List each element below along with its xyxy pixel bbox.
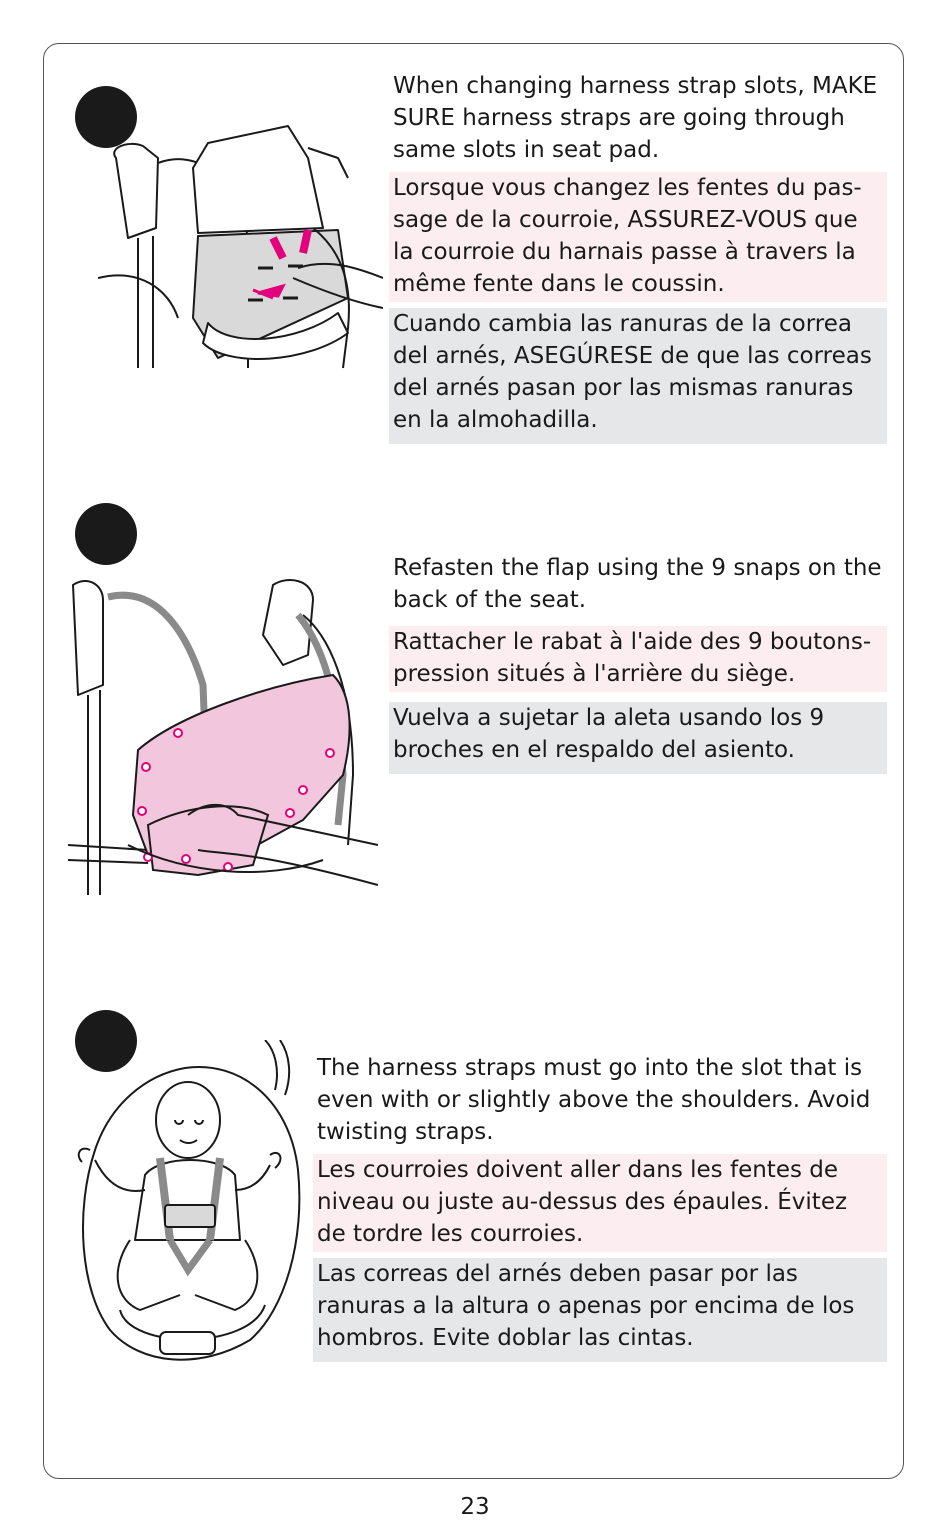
step-3-spanish-text: Las correas del arnés deben pasar por las ranuras a la altura o apenas por encima de los hombros. Evite doblar las cintas. (313, 1258, 887, 1362)
step-1-spanish-text: Cuando cambia las ranuras de la correa del arnés, ASEGÚRESE de que las correas del arnés pasan por las mismas ranuras en la almohadilla. (389, 308, 887, 444)
step-3-instructions (313, 1052, 887, 1362)
refasten-flap-snaps-illustration (68, 575, 378, 897)
seat-pad-strap-slots-illustration (98, 118, 383, 373)
step-1-english-text: When changing harness strap slots, MAKE SURE harness straps are going through same slots in seat pad. (393, 73, 878, 163)
step-2-marker (75, 503, 137, 565)
page-number: 23 (460, 1494, 490, 1520)
step-2-french-text: Rattacher le rabat à l'aide des 9 boutons-pression situés à l'arrière du siège. (389, 626, 887, 692)
step-2-english-text: Refasten the flap using the 9 snaps on the back of the seat. (393, 555, 882, 613)
step-1-french-text: Lorsque vous changez les fentes du pas-sage de la courroie, ASSUREZ-VOUS que la courroie du harnais passe à travers la même fente dans le coussin. (389, 172, 887, 302)
baby-harness-shoulder-illustration (70, 1040, 305, 1365)
step-2-instructions (389, 552, 887, 774)
step-3-english-text: The harness straps must go into the slot that is even with or slightly above the shoulders. Avoid twisting straps. (317, 1055, 871, 1145)
step-3-french-text: Les courroies doivent aller dans les fentes de niveau ou juste au-dessus des épaules. Évitez de tordre les courroies. (313, 1154, 887, 1252)
step-1-instructions (389, 70, 887, 444)
step-2-spanish-text: Vuelva a sujetar la aleta usando los 9 broches en el respaldo del asiento. (389, 702, 887, 774)
